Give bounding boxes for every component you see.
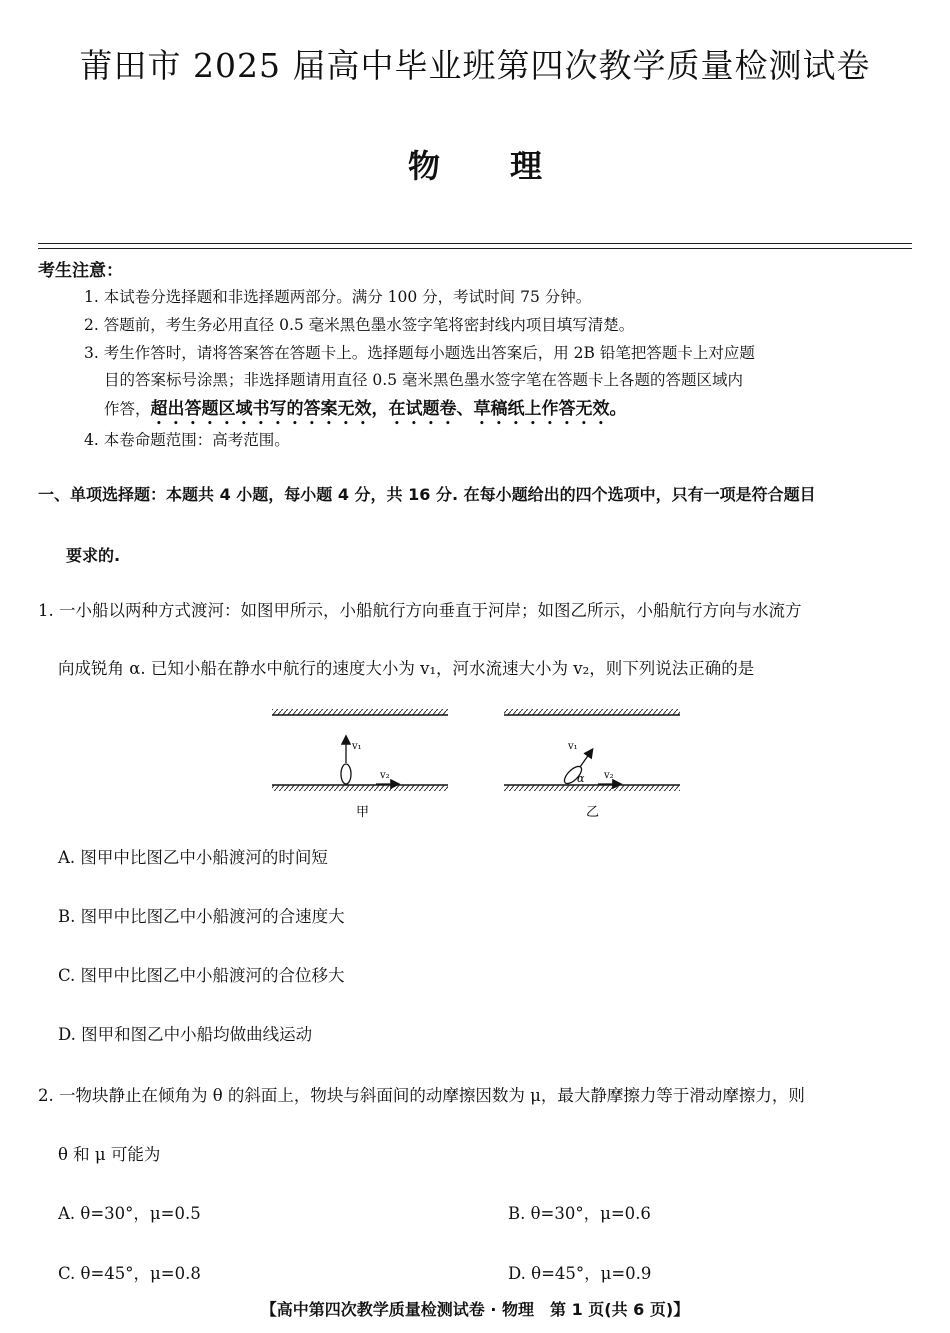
subject-title: 物理 [407,147,612,185]
notice-emphasis: 超出答题区域书写的答案无效，在试题卷、草稿纸上作答无效。 [150,399,627,419]
section-heading: 一、单项选择题：本题共 4 小题，每小题 4 分，共 16 分. 在每小题给出的四个选项中，只有一项是符合题目 [38,485,816,504]
alpha-label: α [577,772,585,785]
notice-item-3-line-3 [104,394,914,429]
notice-item-1: 1. 本试卷分选择题和非选择题两部分。满分 100 分，考试时间 75 分钟。 [84,288,592,306]
notice-heading: 考生注意： [38,261,123,281]
question-1-option-a: A. 图甲中比图乙中小船渡河的时间短 [58,848,328,867]
page-title: 莆田市 2025 届高中毕业班第四次教学质量检测试卷 [79,46,871,85]
diagram-yi [504,709,680,820]
question-2-line-2: θ 和 μ 可能为 [58,1145,161,1164]
notice-item-3-line-2: 目的答案标号涂黑；非选择题请用直径 0.5 毫米黑色墨水签字笔在答题卡上各题的答题区域内 [104,371,744,389]
caption-yi: 乙 [586,805,600,820]
divider-bottom [38,248,912,249]
divider-top [38,243,912,244]
question-1-option-d: D. 图甲和图乙中小船均做曲线运动 [58,1025,313,1044]
diagram-jia [272,709,448,820]
v1-label-jia: v₁ [352,741,362,752]
notice-item-4: 4. 本卷命题范围：高考范围。 [84,431,290,449]
question-1-option-b: B. 图甲中比图乙中小船渡河的合速度大 [58,907,345,926]
question-2-option-b: B. θ=30°，μ=0.6 [508,1204,651,1223]
notice-item-3-prefix: 作答， [104,400,151,418]
notice-item-3: 3. 考生作答时，请将答案答在答题卡上。选择题每小题选出答案后，用 2B 铅笔把答题卡上对应题 [84,344,755,362]
v2-label-jia: v₂ [380,770,390,781]
question-2-option-d: D. θ=45°，μ=0.9 [508,1264,652,1283]
v2-label-yi: v₂ [604,770,614,781]
question-2-option-c: C. θ=45°，μ=0.8 [58,1264,201,1283]
page-footer: 【高中第四次教学质量检测试卷 · 物理 第 1 页(共 6 页)】 [260,1300,690,1319]
question-1-option-c: C. 图甲中比图乙中小船渡河的合位移大 [58,966,345,985]
question-1-figure [266,705,686,830]
question-1-line-2: 向成锐角 α. 已知小船在静水中航行的速度大小为 v₁，河水流速大小为 v₂，则下列说法正确的是 [58,659,755,678]
question-2-line-1: 2. 一物块静止在倾角为 θ 的斜面上，物块与斜面间的动摩擦因数为 μ，最大静摩擦力等于滑动摩擦力，则 [38,1086,805,1105]
caption-jia: 甲 [356,805,370,820]
question-2-option-a: A. θ=30°，μ=0.5 [58,1204,201,1223]
notice-item-2: 2. 答题前，考生务必用直径 0.5 毫米黑色墨水签字笔将密封线内项目填写清楚。 [84,316,635,334]
section-heading-cont: 要求的. [66,546,121,565]
question-1-line-1: 1. 一小船以两种方式渡河：如图甲所示，小船航行方向垂直于河岸；如图乙所示，小船航行方向与水流方 [38,601,802,620]
v1-label-yi: v₁ [568,741,578,752]
